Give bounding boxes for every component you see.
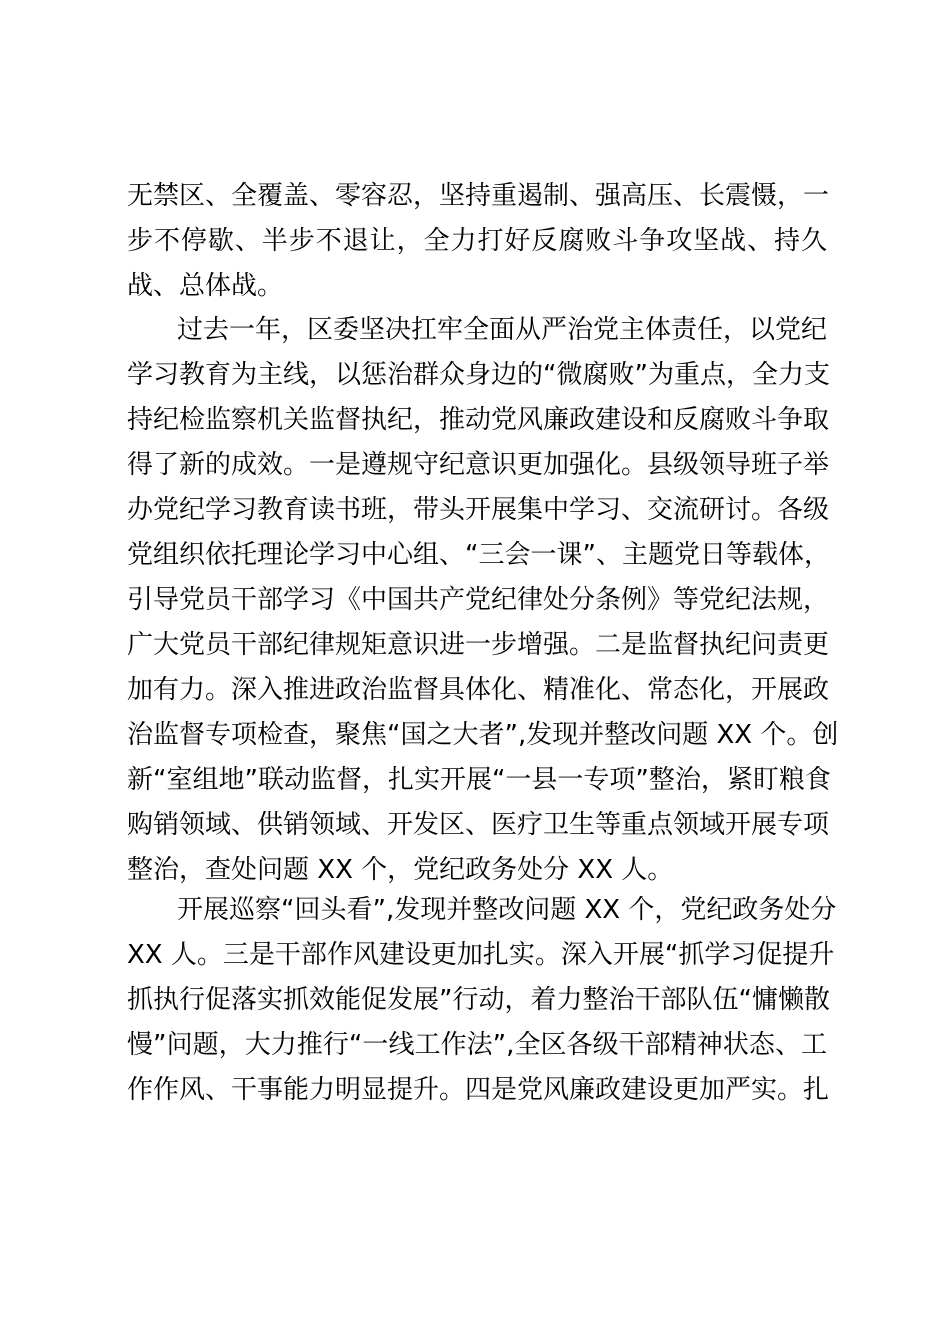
- paragraph-line: 新“室组地”联动监督，扎实开展“一县一专项”整治，紧盯粮食: [127, 765, 831, 795]
- paragraph-line: 引导党员干部学习《中国共产党纪律处分条例》等党纪法规，: [127, 585, 830, 615]
- paragraph-line: 过去一年，区委坚决扛牢全面从严治党主体责任，以党纪: [177, 315, 828, 345]
- paragraph-line: 治监督专项检查，聚焦“国之大者”,发现并整改问题 XX 个。创: [127, 720, 839, 750]
- paragraph-line: XX 人。三是干部作风建设更加扎实。深入开展“抓学习促提升: [127, 940, 835, 970]
- paragraph-line: 办党纪学习教育读书班，带头开展集中学习、交流研讨。各级: [127, 495, 830, 525]
- paragraph-line: 作作风、干事能力明显提升。四是党风廉政建设更加严实。扎: [127, 1075, 830, 1105]
- paragraph-line: 学习教育为主线，以惩治群众身边的“微腐败”为重点，全力支: [127, 360, 830, 390]
- paragraph-line: 广大党员干部纪律规矩意识进一步增强。二是监督执纪问责更: [127, 630, 830, 660]
- paragraph-line: 开展巡察“回头看”,发现并整改问题 XX 个，党纪政务处分: [177, 895, 837, 925]
- paragraph-line: 战、总体战。: [127, 271, 284, 301]
- paragraph-line: 持纪检监察机关监督执纪，推动党风廉政建设和反腐败斗争取: [127, 405, 830, 435]
- paragraph-line: 无禁区、全覆盖、零容忍，坚持重遏制、强高压、长震慑，一: [127, 181, 830, 211]
- paragraph-3: [127, 888, 837, 1113]
- paragraph-2: [127, 308, 839, 893]
- paragraph-line: 慢”问题，大力推行“一线工作法”,全区各级干部精神状态、工: [127, 1030, 827, 1060]
- paragraph-line: 步不停歇、半步不退让，全力打好反腐败斗争攻坚战、持久: [127, 226, 827, 256]
- paragraph-line: 整治，查处问题 XX 个，党纪政务处分 XX 人。: [127, 855, 674, 885]
- paragraph-line: 加有力。深入推进政治监督具体化、精准化、常态化，开展政: [127, 675, 830, 705]
- paragraph-line: 抓执行促落实抓效能促发展”行动，着力整治干部队伍“慵懒散: [127, 985, 830, 1015]
- paragraph-line: 党组织依托理论学习中心组、“三会一课”、主题党日等载体，: [127, 540, 830, 570]
- paragraph-line: 得了新的成效。一是遵规守纪意识更加强化。县级领导班子举: [127, 450, 830, 480]
- paragraph-line: 购销领域、供销领域、开发区、医疗卫生等重点领域开展专项: [127, 810, 830, 840]
- paragraph-1: [127, 174, 830, 309]
